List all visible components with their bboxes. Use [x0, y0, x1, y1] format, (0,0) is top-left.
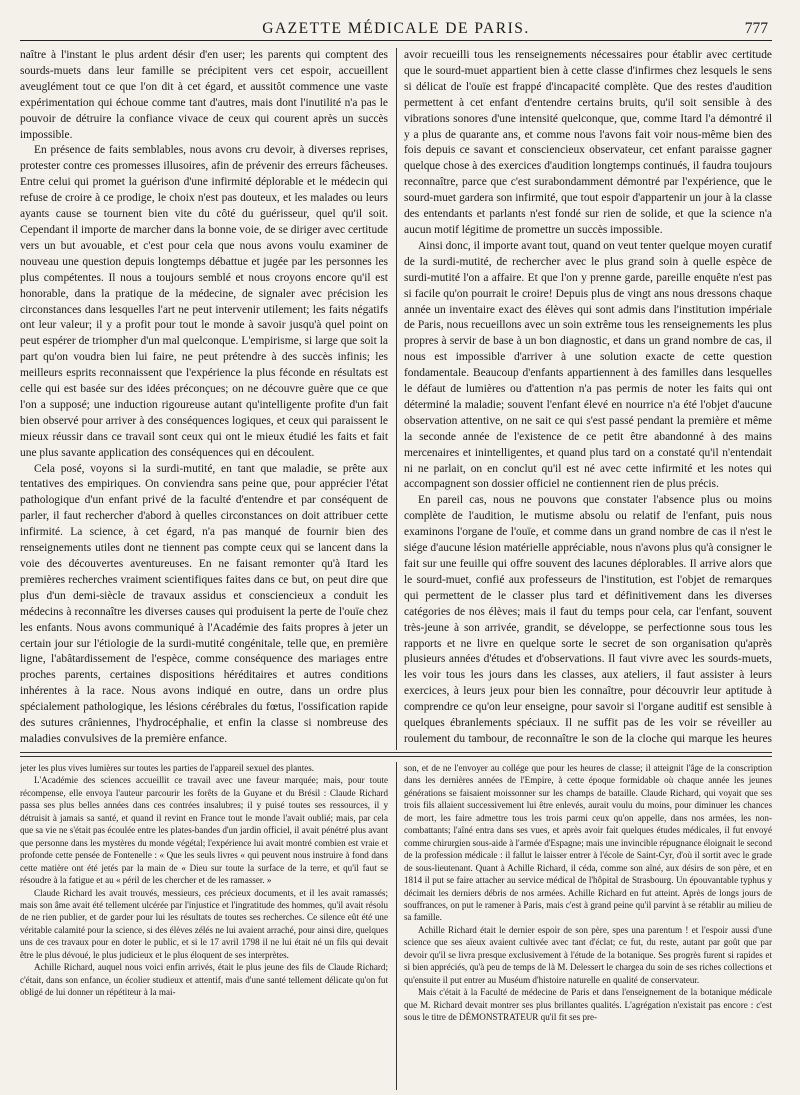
page-header	[20, 6, 772, 41]
paragraph: Cela posé, voyons si la surdi-mutité, en tant que maladie, se prête aux tentatives des empiriques. On conviendra sans peine que, pour apprécier l'état pathologique d'un enfant privé de la faculté d'entendre et par conséquent de parler, il faut rechercher d'abord à quelles circonstances on doit attribuer cette infirmité. La science, à cet égard, n'a pas manqué de fournir bien des renseignements utiles dont ne tiennent pas compte ceux qui se lancent dans la voie des découvertes aventureuses. En ne faisant remonter qu'à Itard les premières recherches vraiment scientifiques faites dans ce but, on peut dire que plus d'un demi-siècle de travaux assidus et consciencieux a conduit les médecins à reconnaître les diverses causes qui produisent la perte de l'ouïe chez les enfants. Nous avons communiqué à l'Académie des faits propres à jeter un certain jour sur l'étiologie de la surdi-mutité congénitale, telle que, en première ligne, l'abâtardissement de l'espèce, comme conséquence des mariages entre proches parents, certaines dispositions héréditaires et autres conditions inhérentes à la race. Nous avons indiqué en outre, dans un ordre plus spécialement pathologique, les lésions cérébrales du fœtus, l'ossification rapide des sutures crâniennes, l'hydrocéphalie, et enfin la classe si nombreuse des maladies convulsives de la première enfance.	[20, 462, 388, 745]
article-column-right	[404, 48, 772, 750]
column-divider	[396, 48, 397, 750]
paragraph: jeter les plus vives lumières sur toutes les parties de l'appareil sexuel des plantes.	[20, 763, 315, 773]
paragraph: L'Académie des sciences accueillit ce travail avec une faveur marquée; mais, pour toute récompense, elle envoya l'auteur parcourir les forêts de la Guyane et du Brésil : Claude Richard passa ses plus belles années dans ces contrées insalubres; il y puisé toutes ses ressources, il y détruisit à jamais sa santé, et quand il revint en France tout le monde l'avait oublié; mais, par cela que sa vie ne s'était pas écoulée entre les plates-bandes d'un jardin officiel, il avait pénétré plus avant que personne dans les mystères du monde végétal; l'expérience lui avait montré combien est vraie et profonde cette pensée de Fontenelle : « Que les seuls livres « qui peuvent nous instruire à fond dans cette matière ont été jetés par la main de « Dieu sur toute la surface de la terre, et qu'il faut se résoudre à la fatigue et au « péril de les chercher et de les ramasser. »	[20, 775, 388, 886]
paragraph	[20, 748, 388, 750]
paragraph: En pareil cas, nous ne pouvons que constater l'absence plus ou moins complète de l'audition, le mutisme absolu ou relatif de l'enfant, puis nous examinons l'organe de l'ouïe, et comme dans un grand nombre de cas il n'est le siége d'aucune lésion matérielle appréciable, nous n'avons plus qu'à consigner le fait sur une feuille qui offre souvent des lacunes déplorables. Il arrive alors que le sourd-muet, confié aux professeurs de l'institution, est l'objet de remarques qui permettent de le classer plus tard et définitivement dans les diverses catégories de nos élèves; mais il faut du temps pour cela, car l'enfant, souvent très-jeune à son arrivée, grandit, se développe, se perfectionne sous tous les rapports et ne livre en quelque sorte le secret de son organisation qu'après plusieurs années d'études et d'observations. Il faut vivre avec les sourds-muets, les voir tous les jours dans les classes, aux ateliers, il faut assister à leurs exercices, à leurs jeux pour bien les connaître, pour découvrir leur aptitude à comprendre ce qu'on leur enseigne, pour savoir si l'organe auditif est sensible à quelques ébranlements spéciaux. Il ne suffit pas de les voir se réveiller au roulement du tambour, de reconnaître le son de la cloche qui marque les heures	[404, 494, 772, 745]
paragraph: Mais c'était à la Faculté de médecine de Paris et dans l'enseignement de la botanique médicale que M. Richard devait montrer ses plus brillantes qualités. L'agrégation n'existait pas encore : c'est sous le titre de DÉMONSTRATEUR qu'il fit ses pre-	[404, 987, 772, 1023]
feuilleton-column-right	[404, 762, 772, 1090]
page-number: 777	[744, 20, 768, 37]
paragraph: En présence de faits semblables, nous avons cru devoir, à diverses reprises, protester contre ces promesses illusoires, afin de prévenir des erreurs fâcheuses. Entre celui qui promet la guérison d'une infirmité déplorable et le médecin qui refuse de croire à ce prodige, le choix n'est pas douteux, et les malades ou leurs ayants cause se tournent bien vite du côté du guérisseur, quel qu'il soit. Cependant il importe de marcher dans la bonne voie, de se diriger avec certitude vers un but avouable, et c'est pour cela que nous avons voulu examiner de nouveau une question depuis longtemps débattue et jugée par les personnes les plus compétentes. Il nous a toujours semblé et nous croyons encore qu'il est honorable, dans la pratique de la médecine, de signaler avec précision les circonstances dans lesquelles l'art ne peut intervenir utilement; les faits négatifs ont leur valeur; il y a profit pour tout le monde à savoir jusqu'à quel point on peut espérer de triompher d'un mal quelconque. L'empirisme, si large que soit la part qu'on voudra bien lui faire, ne peut prétendre à des succès infinis; les meilleurs esprits reconnaissent que l'expérience la plus féconde en résultats est celle qui est basée sur des idées préconçues; on ne découvre guère que ce que l'on a supposé; une induction rigoureuse autant qu'intelligente profite d'un fait bien observé pour arriver à des conséquences logiques, et ceux qui paraissent le mieux réussir dans ce travail sont ceux qui ont le mieux étudié les faits et fait une plus savante application des conséquences qui en découlent.	[20, 144, 388, 459]
paragraph: son, et de ne l'envoyer au collége que pour les heures de classe; il atteignit l'âge de la conscription dans les dernières années de l'Empire, à cette époque formidable où chaque année les jeunes générations se faisaient moissonner sur les champs de bataille. Claude Richard, qui voyait que ses trois fils allaient successivement lui être enlevés, aurait voulu du moins, pour diminuer les chances de mort, les faire admettre tous les trois parmi ceux qu'on appelle, dans nos armées, les non-combattants; l'aîné entra dans ses vues, et après avoir fait quelques études médicales, il fut envoyé comme chirurgien sous-aide à l'armée d'Espagne; mais une invincible répugnance éloignait le second de la profession médicale : il fallut le laisser entrer à l'école de Saint-Cyr, d'où il sortit avec le grade de sous-lieutenant. Quant à Achille Richard, il céda, comme son aîné, aux désirs de son père, et en 1814 il put se faire attacher au service médical de l'hôpital de Strasbourg. Un épouvantable typhus y décimait les derniers débris de nos armées. Achille Richard en fut atteint. Après de longs jours de souffrances, on put le ramener à Paris, mais c'est à grand peine qu'il parvint à se rétablir au milieu de sa famille.	[404, 763, 772, 923]
paragraph: Achille Richard, auquel nous voici enfin arrivés, était le plus jeune des fils de Claude Richard; c'était, dans son enfance, un écolier studieux et attentif, mais d'une santé tellement délicate qu'on fut obligé de lui donner un répétiteur à la mai-	[20, 962, 388, 998]
feuilleton-column-left	[20, 762, 388, 1090]
article-column-left	[20, 48, 388, 750]
paragraph: Claude Richard les avait trouvés, messieurs, ces précieux documents, et il les avait ramassés; mais son âme avait été tellement ulcérée par l'injustice et l'ingratitude des hommes, qu'il avait résolu de ne rien publier, et de garder pour lui les résultats de toutes ses recherches. Ce silence eût été une véritable calamité pour la science, si des élèves zélés ne lui avaient arraché, pour ainsi dire, quelques uns de ces travaux pour en doter le public, et si le 17 avril 1798 il ne lui était né un fils qui devait être le plus dévoué, le plus judicieux et le plus éloquent de ses interprètes.	[20, 887, 388, 960]
paragraph: Achille Richard était le dernier espoir de son père, spes una parentum ! et l'espoir aussi d'une science que ses aïeux avaient cultivée avec tant d'éclat; ce fut, du reste, autant par goût que par devoir qu'il se livra presque exclusivement à l'étude de la botanique. Ses progrès furent si rapides et si bien appréciés, qu'à peu de temps de là M. Delessert le chargea du soin de ses riches collections et qu'ensuite il put entrer au Muséum d'histoire naturelle en qualité de conservateur.	[404, 924, 772, 985]
feuilleton-top-rule-2	[20, 756, 772, 757]
paragraph: avoir recueilli tous les renseignements nécessaires pour établir avec certitude que le sourd-muet appartient bien à cette classe d'infirmes chez lesquels le sens si délicat de l'ouïe est frappé d'incapacité complète. Que des restes d'audition permettent à cet enfant d'entendre certains bruits, qu'il soit sensible à des vibrations sonores d'une intensité quelconque, que, comme Itard l'a démontré il y a plus de quarante ans, et comme nous l'avons fait voir nous-même bien des fois depuis ce savant et consciencieux observateur, cet enfant paraisse gagner quelque chose à des exercices d'audition longtemps continués, il faudra toujours reconnaître, parce que c'est surabondamment démontré par l'expérience, que le sourd-muet gardera son infirmité, que tout espoir d'appartenir un jour à la classe des entendants et parlants n'est fondé sur rien de solide, et que la science n'a aucun motif légitime de promettre un succès impossible.	[404, 49, 772, 236]
paragraph: naître à l'instant le plus ardent désir d'en user; les parents qui comptent des sourds-muets dans leur famille se précipitent vers cet espoir, accueillent aveuglément tout ce que l'on dit à cet égard, et aussitôt commence une vaste expérimentation qui échoue comme tant d'autres, mais dont l'inutilité n'a pas le pouvoir de détruire la confiance vivace de ceux qui courent après un succès impossible.	[20, 49, 388, 141]
feuilleton-top-rule	[20, 752, 772, 753]
feuilleton-column-divider	[396, 762, 397, 1090]
paragraph: Ainsi donc, il importe avant tout, quand on veut tenter quelque moyen curatif de la surdi-mutité, de rechercher avec le plus grand soin à quelle espèce de surdi-mutité l'on a affaire. Et que l'on y prenne garde, pareille enquête n'est pas si facile qu'on pourrait le croire! Depuis plus de vingt ans nous dressons chaque année un inventaire exact des élèves qui sont admis dans l'institution impériale de Paris, nous recueillons avec un soin extrême tous les renseignements les plus propres à servir de base à un bon diagnostic, et dans un grand nombre de cas, il nous est impossible d'arriver à une solution exacte de cette question fondamentale. Beaucoup d'enfants appartiennent à des familles dans lesquelles le défaut de lumières ou d'attention n'a pas permis de noter les faits qui ont déterminé la maladie; souvent l'enfant élevé en nourrice n'a été l'objet d'aucune observation attentive, on ne sait ce qui s'est passé pendant la première et même la seconde année de l'existence de ce petit être abandonné à des mains mercenaires et inintelligentes, et quand plus tard on a constaté qu'il n'entendait ni ne parlait, on en conclut qu'il est né avec cette infirmité et les notes qui accompagnent son dossier officiel ne contiennent rien de plus précis.	[404, 239, 772, 491]
running-title: GAZETTE MÉDICALE DE PARIS.	[262, 20, 530, 37]
